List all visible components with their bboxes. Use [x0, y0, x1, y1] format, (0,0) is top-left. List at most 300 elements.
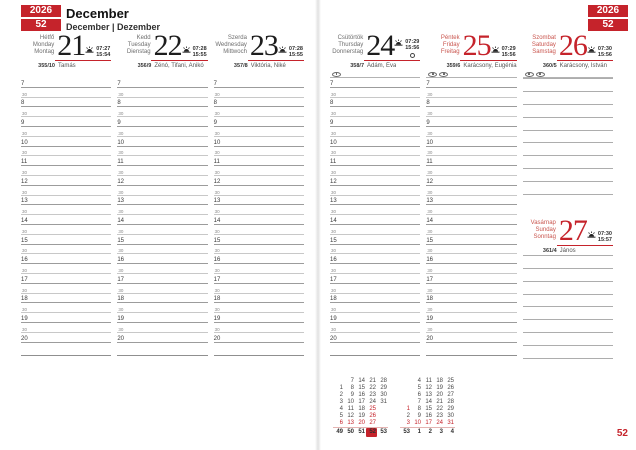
weekday-name: Montag	[34, 49, 55, 55]
namedays: Zénó, Tifani, Anikó	[154, 63, 204, 69]
half-hour-label: 30	[427, 326, 433, 332]
holiday-oval-icon	[536, 72, 545, 77]
hour-label: 11	[330, 159, 337, 166]
mini-calendar-week-number: 51	[355, 428, 366, 438]
half-hour-slot	[426, 284, 516, 294]
mini-calendar-day: 25	[369, 406, 376, 412]
hour-slot	[21, 215, 111, 225]
weekday-names	[523, 220, 556, 243]
ruled-line	[523, 117, 613, 130]
mini-calendar-day: 22	[369, 385, 376, 391]
sun-times-block	[278, 39, 304, 58]
half-hour-slot	[426, 88, 516, 98]
hour-slot	[117, 98, 207, 108]
grid-end-line	[214, 343, 304, 356]
hour-slot	[426, 254, 516, 264]
half-hour-label: 30	[22, 169, 28, 175]
date-number: 24	[366, 29, 395, 62]
hour-slot	[214, 196, 304, 206]
hour-label: 7	[330, 80, 334, 87]
half-hour-label: 30	[118, 326, 124, 332]
hour-label: 11	[426, 159, 433, 166]
half-hour-slot	[214, 147, 304, 157]
hour-slot	[117, 215, 207, 225]
mini-calendar-day: 24	[436, 420, 443, 426]
hour-slot	[117, 294, 207, 304]
half-hour-label: 30	[22, 326, 28, 332]
hour-label: 15	[21, 237, 28, 244]
day-of-year: 359/6	[446, 63, 461, 69]
right-page	[330, 30, 613, 371]
mini-calendar-day: 12	[425, 385, 432, 391]
hour-slot	[214, 235, 304, 245]
half-hour-label: 30	[118, 91, 124, 97]
day-info-row	[214, 62, 304, 70]
ruled-line	[523, 155, 613, 168]
mini-calendar-day: 19	[436, 385, 443, 391]
day-of-year: 358/7	[350, 63, 364, 69]
half-hour-label: 30	[427, 111, 433, 117]
half-hour-slot	[214, 107, 304, 117]
hour-label: 19	[330, 315, 337, 322]
half-hour-label: 30	[427, 209, 433, 215]
half-hour-slot	[21, 107, 111, 117]
sun-times	[405, 39, 419, 58]
hour-label: 14	[213, 217, 221, 224]
hour-slot	[330, 274, 420, 284]
month-subtitle: December | Dezember	[66, 22, 161, 32]
half-hour-slot	[426, 127, 516, 137]
mini-calendar-day: 6	[339, 420, 343, 426]
half-hour-slot	[214, 323, 304, 333]
hour-label: 16	[213, 257, 221, 264]
ruled-line	[523, 294, 613, 307]
sunrise-time: 07:29	[405, 39, 420, 45]
sun-times	[96, 46, 110, 58]
hour-slot	[426, 78, 516, 88]
hour-slot	[214, 294, 304, 304]
ruled-line	[523, 181, 613, 194]
half-hour-label: 30	[214, 326, 220, 332]
half-hour-slot	[426, 205, 516, 215]
day-info-row	[523, 62, 613, 70]
hour-slot	[21, 294, 111, 304]
hdr-top	[523, 213, 613, 247]
weekday-name: Péntek	[440, 35, 460, 41]
hour-slot	[426, 313, 516, 323]
weekday-name: Mittwoch	[223, 49, 247, 55]
half-hour-label: 30	[427, 267, 433, 273]
hour-label: 13	[117, 198, 125, 205]
half-hour-label: 30	[331, 287, 337, 293]
mini-calendar-day: 21	[436, 399, 443, 405]
ruled-line	[523, 142, 613, 155]
hour-label: 8	[330, 100, 334, 107]
half-hour-label: 30	[214, 248, 220, 254]
page-number: 52	[616, 428, 628, 439]
ruled-line	[523, 268, 613, 281]
half-hour-label: 30	[22, 248, 28, 254]
weekday-name: Freitag	[440, 49, 460, 55]
mini-calendar-day: 29	[380, 385, 387, 391]
half-hour-label: 30	[118, 150, 124, 156]
holiday-badge-row	[523, 71, 613, 78]
weekday-names	[426, 35, 459, 58]
hour-slot	[214, 156, 304, 166]
half-hour-label: 30	[22, 150, 28, 156]
left-page	[21, 30, 304, 356]
hour-slot	[214, 137, 304, 147]
mini-calendar-day: 9	[350, 392, 354, 398]
day-column-23	[214, 30, 304, 356]
hour-slot	[330, 98, 420, 108]
weekday-name: Monday	[32, 42, 55, 48]
hour-label: 11	[117, 159, 124, 166]
mini-calendar-week-number: 53	[400, 428, 411, 438]
half-hour-slot	[426, 303, 516, 313]
mini-calendar-day: 7	[350, 378, 354, 384]
half-hour-slot	[117, 225, 207, 235]
half-hour-slot	[214, 127, 304, 137]
hour-label: 18	[117, 296, 125, 303]
half-hour-slot	[214, 88, 304, 98]
hour-label: 19	[21, 315, 28, 322]
hour-label: 12	[213, 178, 221, 185]
hour-label: 7	[213, 80, 217, 87]
weekday-name: Sonntag	[533, 233, 556, 240]
half-hour-slot	[330, 88, 420, 98]
mini-calendar-1	[333, 378, 388, 437]
half-hour-label: 30	[427, 130, 433, 136]
half-hour-label: 30	[22, 307, 28, 313]
hour-label: 10	[21, 139, 28, 146]
weekday-name: Samstag	[532, 49, 556, 55]
week-number-label: 52	[35, 19, 47, 30]
mini-calendar-day: 11	[347, 406, 354, 412]
hour-slot	[330, 156, 420, 166]
half-hour-slot	[330, 225, 420, 235]
hour-slot	[330, 215, 420, 225]
hour-label: 11	[213, 159, 220, 166]
half-hour-slot	[426, 166, 516, 176]
hour-label: 17	[117, 276, 125, 283]
hour-slot	[21, 78, 111, 88]
half-hour-label: 30	[214, 169, 220, 175]
date-number: 23	[249, 29, 278, 62]
hour-slot	[21, 176, 111, 186]
hour-slot	[330, 294, 420, 304]
namedays: Ádám, Éva	[367, 63, 397, 69]
holiday-oval-icon	[525, 72, 534, 77]
mini-calendar-day: 8	[350, 385, 354, 391]
hour-label: 9	[213, 119, 217, 126]
hour-slot	[214, 117, 304, 127]
day-header-22	[117, 30, 207, 70]
half-hour-slot	[117, 323, 207, 333]
half-hour-label: 30	[214, 150, 220, 156]
sunday-block	[523, 215, 613, 371]
day-column-21	[21, 30, 111, 356]
mini-calendar-day	[333, 378, 344, 385]
day-column-24	[330, 30, 420, 371]
sunrise-time: 07:30	[597, 230, 612, 237]
mini-calendar-day: 9	[417, 413, 421, 419]
hour-label: 19	[117, 315, 125, 322]
weekday-name: Thursday	[338, 42, 364, 48]
sunrise-time: 07:28	[288, 46, 303, 52]
mini-calendar-day: 23	[369, 392, 376, 398]
sunrise-time: 07:27	[96, 46, 111, 52]
hour-slot	[214, 313, 304, 323]
mini-calendar-day: 14	[358, 378, 365, 384]
mini-calendar-day: 5	[339, 413, 343, 419]
half-hour-slot	[214, 245, 304, 255]
mini-calendar-day: 18	[358, 406, 365, 412]
half-hour-slot	[330, 205, 420, 215]
sunset-time: 15:56	[597, 52, 612, 58]
date-number: 22	[153, 29, 182, 62]
half-hour-slot	[117, 303, 207, 313]
date-number: 21	[57, 29, 86, 62]
sunrise-sunset-icon	[587, 46, 596, 54]
hour-label: 12	[426, 178, 434, 185]
mini-calendar-day: 1	[339, 385, 343, 391]
half-hour-slot	[330, 166, 420, 176]
sunset-time: 15:56	[405, 45, 420, 51]
sun-times	[193, 46, 207, 58]
hour-slot	[117, 274, 207, 284]
mini-calendar-day: 8	[417, 406, 421, 412]
hour-label: 8	[213, 100, 217, 107]
hour-label: 12	[117, 178, 125, 185]
sun-times	[598, 231, 612, 243]
half-hour-label: 30	[22, 91, 28, 97]
mini-calendar-day: 31	[447, 420, 454, 426]
sunrise-sunset-icon	[491, 46, 500, 54]
hour-slot	[330, 196, 420, 206]
mini-calendar-day: 4	[417, 378, 421, 384]
mini-calendar-week-number: 50	[344, 428, 355, 438]
half-hour-label: 30	[427, 228, 433, 234]
date-number: 25	[462, 29, 491, 62]
hour-label: 13	[21, 198, 28, 205]
hour-slot	[117, 78, 207, 88]
weekday-name: Vasárnap	[530, 219, 556, 226]
weekday-name: Szombat	[532, 35, 556, 41]
half-hour-label: 30	[427, 189, 433, 195]
hour-label: 12	[330, 178, 337, 185]
date-number: 26	[558, 29, 587, 62]
half-hour-slot	[330, 147, 420, 157]
hour-slot	[21, 196, 111, 206]
hdr-top	[426, 29, 516, 62]
hour-label: 20	[117, 335, 125, 342]
half-hour-slot	[21, 245, 111, 255]
hour-label: 17	[330, 276, 337, 283]
hour-label: 18	[426, 296, 434, 303]
half-hour-label: 30	[118, 189, 124, 195]
mini-calendar-day: 14	[425, 399, 432, 405]
hour-label: 16	[21, 257, 28, 264]
half-hour-label: 30	[331, 111, 337, 117]
mini-calendar-week-number: 4	[444, 428, 455, 438]
hour-slot	[117, 156, 207, 166]
weekday-name: Wednesday	[215, 42, 247, 48]
sun-times-block	[85, 39, 111, 58]
hour-label: 20	[213, 335, 221, 342]
year-label: 2026	[21, 5, 61, 19]
day-info-row	[21, 62, 111, 70]
hour-label: 16	[426, 257, 434, 264]
hour-slot	[330, 235, 420, 245]
mini-calendar-day	[377, 406, 388, 413]
weekday-name: Csütörtök	[337, 35, 364, 41]
weekday-name: Kedd	[136, 35, 151, 41]
mini-calendar-day: 4	[339, 406, 343, 412]
weekday-names	[117, 35, 150, 58]
half-hour-slot	[21, 166, 111, 176]
day-of-year: 361/4	[542, 247, 557, 254]
sun-times	[502, 46, 516, 58]
half-hour-label: 30	[427, 248, 433, 254]
half-hour-slot	[117, 205, 207, 215]
mini-calendar-day: 22	[436, 406, 443, 412]
mini-calendar-day: 28	[380, 378, 387, 384]
half-hour-slot	[214, 284, 304, 294]
weekday-name: Hétfő	[39, 35, 55, 41]
half-hour-label: 30	[427, 287, 433, 293]
mini-calendar-day: 6	[417, 392, 421, 398]
ruled-line	[523, 168, 613, 181]
hour-slot	[21, 98, 111, 108]
half-hour-label: 30	[214, 209, 220, 215]
half-hour-slot	[21, 147, 111, 157]
mini-calendar-day: 10	[414, 420, 421, 426]
mini-calendar-day: 24	[369, 399, 376, 405]
weekday-names	[214, 35, 247, 58]
grid-end-line	[330, 343, 420, 356]
hour-slot	[21, 156, 111, 166]
day-of-year: 360/5	[542, 63, 557, 69]
hour-slot	[214, 333, 304, 343]
half-hour-label: 30	[331, 248, 337, 254]
sun-times-block	[182, 39, 208, 58]
half-hour-slot	[117, 186, 207, 196]
mini-calendar-day: 3	[339, 399, 343, 405]
hour-label: 15	[213, 237, 221, 244]
date-number: 27	[558, 213, 587, 247]
mini-calendar-day	[400, 385, 411, 392]
hour-slot	[426, 117, 516, 127]
day-header-21	[21, 30, 111, 70]
sun-times-block	[491, 39, 517, 58]
weekday-name: Donnerstag	[332, 49, 364, 55]
hour-slot	[330, 78, 420, 88]
hour-slot	[426, 294, 516, 304]
week-number-label: 52	[602, 19, 614, 30]
hdr-top	[117, 29, 207, 62]
sunrise-sunset-icon	[85, 46, 94, 54]
hour-slot	[426, 98, 516, 108]
hour-slot	[214, 274, 304, 284]
half-hour-slot	[330, 245, 420, 255]
hour-label: 14	[426, 217, 434, 224]
full-moon-icon	[410, 53, 415, 58]
hour-slot	[330, 313, 420, 323]
half-hour-label: 30	[214, 267, 220, 273]
weekday-name: Sunday	[535, 226, 556, 233]
mini-calendar-day: 13	[347, 420, 354, 426]
sunrise-sunset-icon	[182, 46, 191, 54]
sunset-time: 15:55	[192, 52, 207, 58]
hour-slot	[214, 254, 304, 264]
namedays: János	[559, 247, 576, 254]
half-hour-slot	[426, 264, 516, 274]
mini-calendar-day: 31	[380, 399, 387, 405]
sunrise-sunset-icon	[278, 46, 287, 54]
hour-label: 14	[117, 217, 125, 224]
sunset-time: 15:57	[597, 236, 612, 243]
sun-times	[289, 46, 303, 58]
hour-label: 16	[117, 257, 125, 264]
hour-slot	[21, 254, 111, 264]
mini-calendar-day: 7	[417, 399, 421, 405]
hour-slot	[214, 215, 304, 225]
hdr-top	[330, 29, 420, 62]
mini-calendar-day: 11	[425, 378, 432, 384]
mini-calendar-week-number: 2	[422, 428, 433, 438]
hour-slot	[21, 274, 111, 284]
year-label: 2026	[588, 5, 628, 19]
hour-slot	[21, 117, 111, 127]
hour-slot	[426, 137, 516, 147]
half-hour-slot	[330, 323, 420, 333]
day-of-year: 357/8	[233, 63, 248, 69]
half-hour-label: 30	[214, 130, 220, 136]
mini-calendar-day: 2	[406, 413, 410, 419]
hour-grid	[214, 78, 304, 356]
half-hour-label: 30	[331, 326, 337, 332]
hour-grid	[21, 78, 111, 356]
half-hour-label: 30	[118, 307, 124, 313]
half-hour-slot	[21, 264, 111, 274]
half-hour-slot	[330, 284, 420, 294]
mini-calendar-day: 26	[447, 385, 454, 391]
hour-label: 17	[213, 276, 221, 283]
half-hour-label: 30	[22, 287, 28, 293]
mini-calendar-week-number: 49	[333, 428, 344, 438]
hour-grid	[330, 78, 420, 356]
hour-slot	[330, 176, 420, 186]
mini-calendar-day	[400, 392, 411, 399]
half-hour-slot	[21, 88, 111, 98]
hour-label: 18	[330, 296, 337, 303]
mini-calendar-day: 20	[436, 392, 443, 398]
hour-label: 20	[21, 335, 28, 342]
mini-calendar-day: 2	[339, 392, 343, 398]
mini-calendar-day: 30	[380, 392, 387, 398]
ruled-line	[523, 332, 613, 345]
sunrise-time: 07:29	[501, 46, 516, 52]
hour-slot	[21, 313, 111, 323]
half-hour-slot	[214, 205, 304, 215]
half-hour-label: 30	[22, 228, 28, 234]
half-hour-label: 30	[331, 130, 337, 136]
sun-times	[598, 46, 612, 58]
weekday-name: Friday	[442, 42, 460, 48]
hour-label: 8	[21, 100, 25, 107]
day-info-row	[426, 62, 516, 70]
